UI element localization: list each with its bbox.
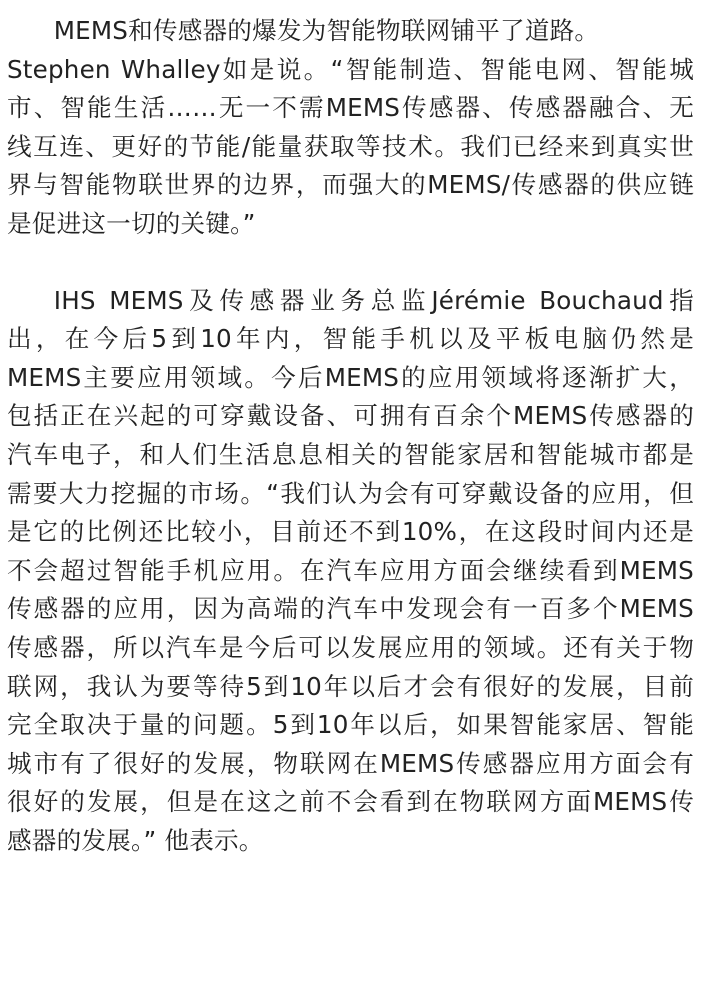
text-line: MEMS主要应用领域。今后MEMS的应用领域将逐渐扩大， <box>7 362 694 392</box>
text-line: 联网，我认为要等待5到10年以后才会有很好的发展，目前 <box>7 671 694 701</box>
text-line: 包括正在兴起的可穿戴设备、可拥有百余个MEMS传感器的 <box>7 401 694 431</box>
paragraph-ihs-quote <box>7 282 694 861</box>
text-line: 界与智能物联世界的边界，而强大的MEMS/传感器的供应链 <box>7 170 694 200</box>
text-line: Stephen Whalley如是说。“智能制造、智能电网、智能城 <box>7 54 694 84</box>
text-line: 市、智能生活……无一不需MEMS传感器、传感器融合、无 <box>7 93 694 123</box>
text-line: 完全取决于量的问题。5到10年以后，如果智能家居、智能 <box>7 710 694 740</box>
text-line: 很好的发展，但是在这之前不会看到在物联网方面MEMS传 <box>7 787 694 817</box>
text-line: IHS MEMS及传感器业务总监Jérémie Bouchaud指 <box>53 285 694 315</box>
text-line: 需要大力挖掘的市场。“我们认为会有可穿戴设备的应用，但 <box>7 478 694 508</box>
text-line: MEMS和传感器的爆发为智能物联网铺平了道路。 <box>53 16 600 45</box>
text-line: 是它的比例还比较小，目前还不到10%，在这段时间内还是 <box>7 517 694 547</box>
text-line: 线互连、更好的节能/能量获取等技术。我们已经来到真实世 <box>7 131 694 161</box>
text-line: 感器的发展。” 他表示。 <box>7 825 264 855</box>
text-line: 不会超过智能手机应用。在汽车应用方面会继续看到MEMS <box>7 555 694 585</box>
text-line: 城市有了很好的发展，物联网在MEMS传感器应用方面会有 <box>7 748 694 778</box>
text-line: 传感器，所以汽车是今后可以发展应用的领域。还有关于物 <box>7 632 694 662</box>
paragraph-mems-iot <box>7 12 694 244</box>
text-line: 传感器的应用，因为高端的汽车中发现会有一百多个MEMS <box>7 594 694 624</box>
text-line: 是促进这一切的关键。” <box>7 208 256 238</box>
text-line: 汽车电子，和人们生活息息相关的智能家居和智能城市都是 <box>7 439 694 469</box>
text-line: 出，在今后5到10年内，智能手机以及平板电脑仍然是 <box>7 324 694 354</box>
